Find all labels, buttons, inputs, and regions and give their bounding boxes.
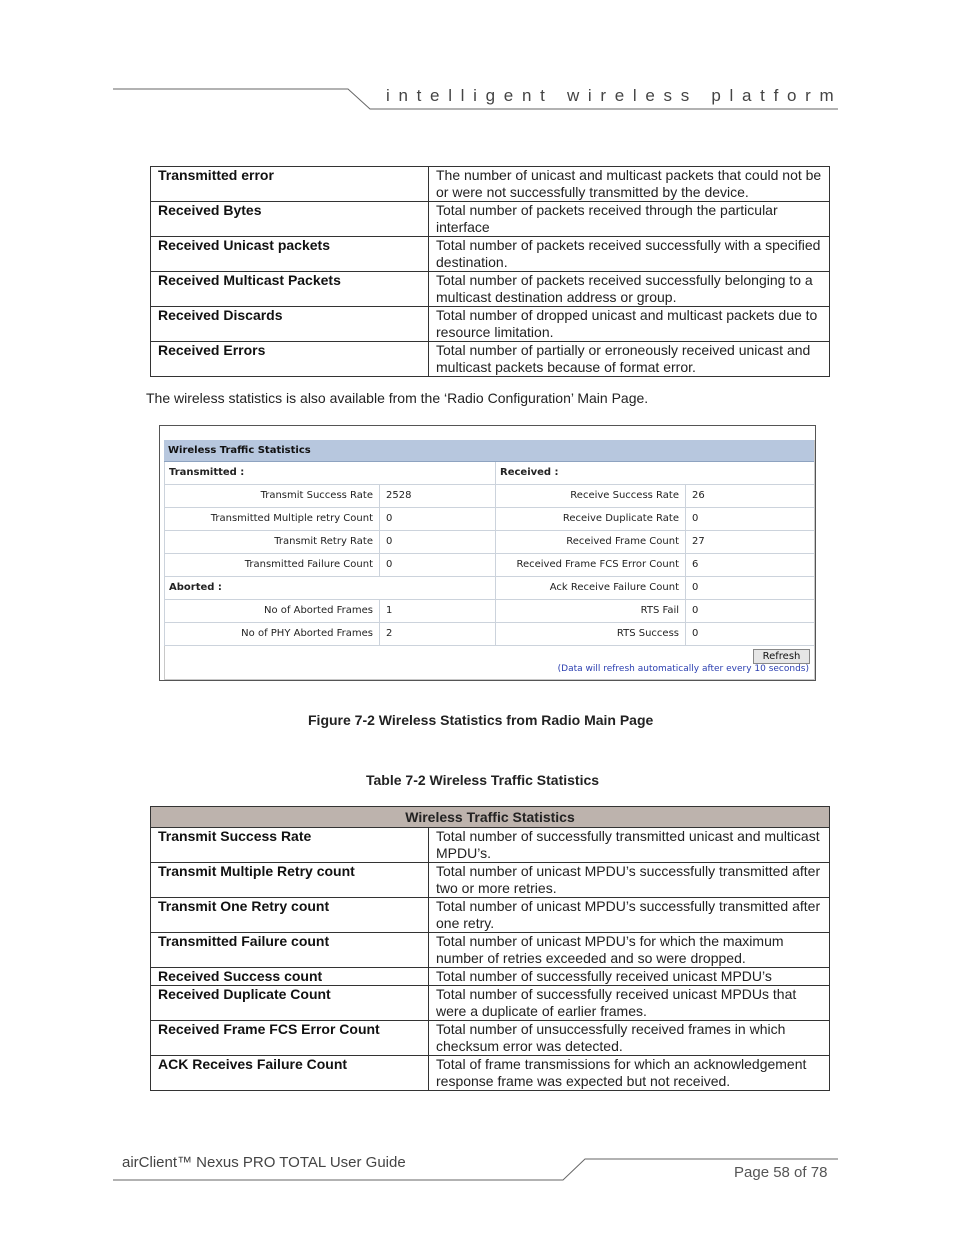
table-row	[151, 272, 830, 307]
description-cell: Total number of dropped unicast and multicast packets due to resource limitation.	[429, 307, 830, 342]
stat-label: Receive Success Rate	[495, 485, 685, 508]
description-cell: Total number of unicast MPDU’s successfully transmitted after one retry.	[429, 898, 830, 933]
stat-value: 27	[685, 531, 814, 554]
term-cell: Received Duplicate Count	[151, 986, 429, 1021]
term-cell: Transmitted error	[151, 167, 429, 202]
stat-value: 0	[685, 508, 814, 531]
description-cell: Total number of unicast MPDU’s for which the maximum number of retries exceeded and so were dropped.	[429, 933, 830, 968]
table-row	[151, 968, 830, 986]
stat-label: No of Aborted Frames	[164, 600, 379, 623]
table-row	[151, 167, 830, 202]
description-cell: Total number of successfully received unicast MPDUs that were a duplicate of earlier frames.	[429, 986, 830, 1021]
stat-value: 6	[685, 554, 814, 577]
stat-value: 0	[685, 600, 814, 623]
term-cell: Received Errors	[151, 342, 429, 377]
transmitted-section-label: Transmitted :	[164, 462, 495, 485]
stat-value: 2528	[379, 485, 495, 508]
table-header-row	[151, 807, 830, 828]
stats-row	[164, 623, 814, 646]
stats-row	[164, 600, 814, 623]
footer-guide-title: airClient™ Nexus PRO TOTAL User Guide	[122, 1154, 406, 1171]
body-paragraph: The wireless statistics is also available from the ‘Radio Configuration’ Main Page.	[146, 390, 649, 406]
stat-value: 1	[379, 600, 495, 623]
term-cell: Transmit One Retry count	[151, 898, 429, 933]
term-cell: Received Multicast Packets	[151, 272, 429, 307]
figure-caption: Figure 7-2 Wireless Statistics from Radio Main Page	[308, 712, 654, 728]
table-heading: Wireless Traffic Statistics	[151, 807, 830, 828]
section-header-row	[164, 462, 814, 485]
definitions-table-bottom	[150, 806, 830, 1091]
stat-value: 2	[379, 623, 495, 646]
term-cell: Transmit Multiple Retry count	[151, 863, 429, 898]
stats-row	[164, 531, 814, 554]
description-cell: Total number of successfully transmitted unicast and multicast MPDU’s.	[429, 828, 830, 863]
description-cell: Total number of unicast MPDU’s successfully transmitted after two or more retries.	[429, 863, 830, 898]
refresh-button[interactable]: Refresh	[753, 649, 810, 664]
table-row	[151, 986, 830, 1021]
description-cell: Total number of packets received successfully with a specified destination.	[429, 237, 830, 272]
stats-row	[164, 485, 814, 508]
stat-value: 0	[379, 531, 495, 554]
table-row	[151, 237, 830, 272]
definitions-table-top	[150, 166, 830, 377]
stat-label: Transmitted Multiple retry Count	[164, 508, 379, 531]
description-cell: Total number of unsuccessfully received frames in which checksum error was detected.	[429, 1021, 830, 1056]
stat-label: Received Frame FCS Error Count	[495, 554, 685, 577]
table-row	[151, 307, 830, 342]
stat-label: Received Frame Count	[495, 531, 685, 554]
stat-value: 0	[685, 577, 814, 600]
stat-label: Ack Receive Failure Count	[495, 577, 685, 600]
description-cell: Total number of packets received through the particular interface	[429, 202, 830, 237]
description-cell: Total number of packets received successfully belonging to a multicast destination address or group.	[429, 272, 830, 307]
description-cell: Total of frame transmissions for which an acknowledgement response frame was expected but not received.	[429, 1056, 830, 1091]
received-section-label: Received :	[495, 462, 814, 485]
table-row	[151, 863, 830, 898]
description-cell: Total number of partially or erroneously received unicast and multicast packets because of format error.	[429, 342, 830, 377]
stat-value: 26	[685, 485, 814, 508]
table-row	[151, 828, 830, 863]
stat-label: RTS Success	[495, 623, 685, 646]
stat-label: Receive Duplicate Rate	[495, 508, 685, 531]
term-cell: Received Frame FCS Error Count	[151, 1021, 429, 1056]
term-cell: Received Bytes	[151, 202, 429, 237]
header-title: intelligent wireless platform	[386, 86, 843, 105]
stat-label: Transmit Success Rate	[164, 485, 379, 508]
table-row	[151, 202, 830, 237]
refresh-note: (Data will refresh automatically after every 10 seconds)	[557, 664, 809, 674]
wireless-stats-screenshot	[159, 425, 816, 681]
stat-value: 0	[379, 508, 495, 531]
table-row	[151, 1021, 830, 1056]
stat-label: No of PHY Aborted Frames	[164, 623, 379, 646]
aborted-header-row	[164, 577, 814, 600]
stats-row	[164, 554, 814, 577]
aborted-section-label: Aborted :	[164, 577, 495, 600]
term-cell: Transmit Success Rate	[151, 828, 429, 863]
term-cell: Received Success count	[151, 968, 429, 986]
table-row	[151, 342, 830, 377]
footer-page-number: Page 58 of 78	[734, 1164, 828, 1181]
description-cell: Total number of successfully received unicast MPDU’s	[429, 968, 830, 986]
stats-row	[164, 508, 814, 531]
term-cell: Received Discards	[151, 307, 429, 342]
table-caption: Table 7-2 Wireless Traffic Statistics	[366, 772, 600, 788]
table-row	[151, 898, 830, 933]
stat-label: RTS Fail	[495, 600, 685, 623]
stat-label: Transmit Retry Rate	[164, 531, 379, 554]
table-row	[151, 933, 830, 968]
term-cell: ACK Receives Failure Count	[151, 1056, 429, 1091]
stat-value: 0	[379, 554, 495, 577]
screenshot-title-bar: Wireless Traffic Statistics	[164, 440, 814, 462]
description-cell: The number of unicast and multicast packets that could not be or were not successfully transmitted by the device.	[429, 167, 830, 202]
term-cell: Transmitted Failure count	[151, 933, 429, 968]
stat-label: Transmitted Failure Count	[164, 554, 379, 577]
stat-value: 0	[685, 623, 814, 646]
table-row	[151, 1056, 830, 1091]
term-cell: Received Unicast packets	[151, 237, 429, 272]
